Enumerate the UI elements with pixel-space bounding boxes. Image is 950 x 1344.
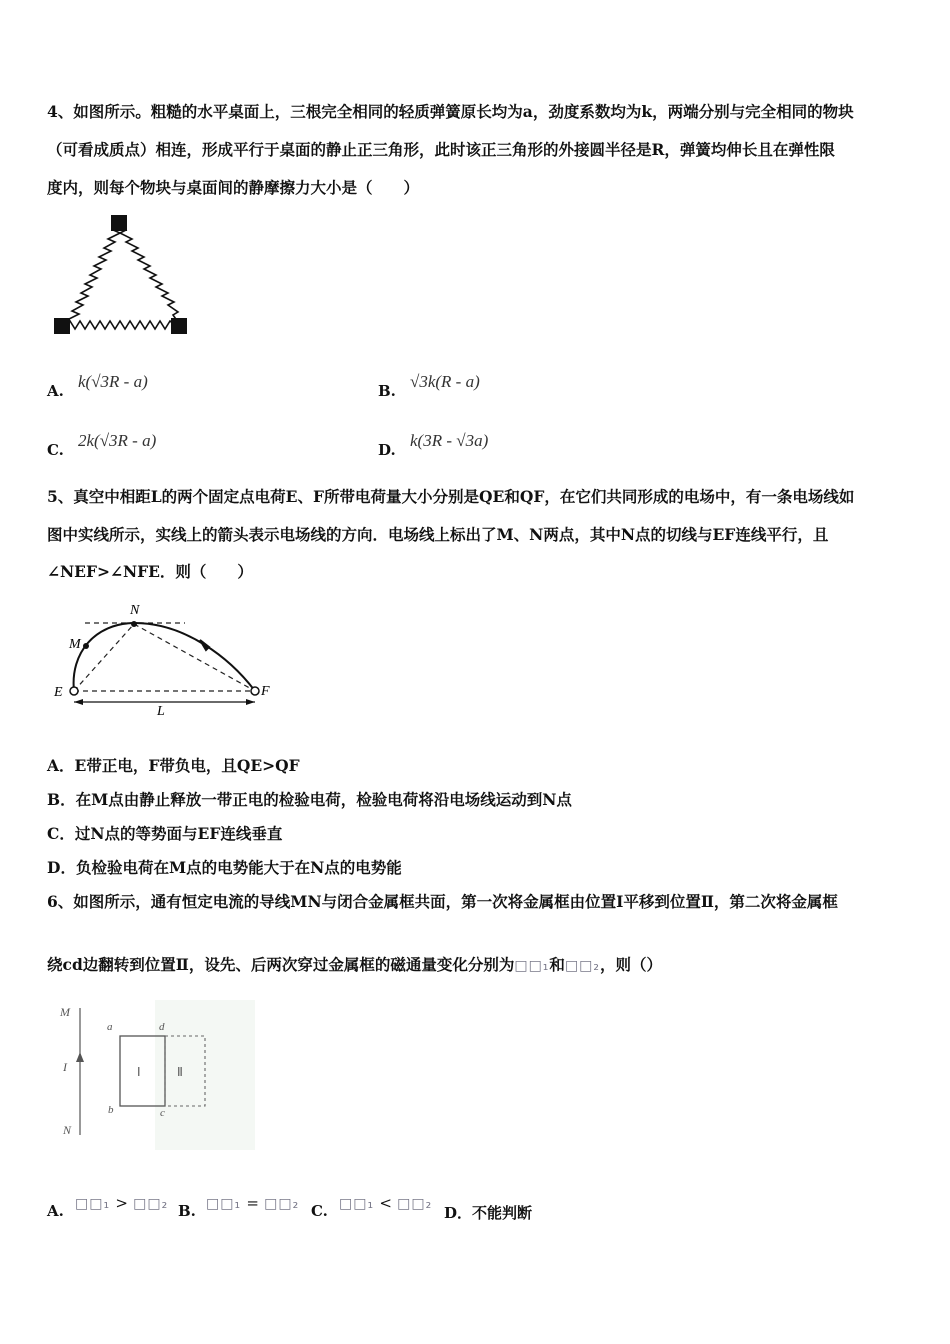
distance-arrow-left [74,699,83,705]
q4-option-c-expr[interactable]: 2k(√3R - a) [78,431,157,450]
q6-stem-text-b: 和 [549,955,565,974]
label-l: L [157,704,165,718]
label-position-2: Ⅱ [177,1065,183,1079]
label-m: M [60,1005,70,1019]
q6-stem-text-c: ，则（） [600,955,663,974]
q5-option-a[interactable]: A．E带正电，F带负电，且QE>QF [47,756,300,775]
label-position-1: Ⅰ [137,1065,141,1079]
flux-2-icon: □□₂ [264,1196,300,1212]
q4-option-d-label[interactable]: D. [378,441,396,459]
q6-stem-line-1: 6、如图所示，通有恒定电流的导线MN与闭合金属框共面，第一次将金属框由位置Ⅰ平移到位置Ⅱ，第二次将金属框 [47,892,838,911]
q6-stem-text-a: 绕cd边翻转到位置Ⅱ，设先、后两次穿过金属框的磁通量变化分别为 [47,955,515,974]
flux-2-icon: □□₂ [133,1196,169,1212]
q6-option-c-expr[interactable] [339,1194,432,1212]
q4-stem-line-2: （可看成质点）相连，形成平行于桌面的静止正三角形，此时该正三角形的外接圆半径是R，弹簧均伸长且在弹性限 [47,140,835,159]
q4-spring-triangle-figure [50,210,195,340]
point-n [131,621,137,627]
label-n: N [63,1123,72,1137]
distance-arrow-right [246,699,255,705]
q5-field-line-figure [50,598,280,718]
field-arrow [200,640,209,650]
label-b: b [108,1104,114,1116]
label-c: c [160,1107,165,1119]
flux-change-1-icon: □□₁ [514,958,550,974]
field-line [74,623,255,691]
label-n: N [130,603,140,618]
spring-left [62,224,120,324]
label-m: M [69,637,81,652]
flux-change-2-icon: □□₂ [564,958,601,974]
block-bottom-right [171,318,187,334]
q6-option-b-label[interactable]: B. [178,1202,196,1220]
q6-stem-line-2 [47,955,662,976]
q5-stem-line-3: ∠NEF>∠NFE．则（ ） [47,562,253,581]
q4-stem-line-3: 度内，则每个物块与桌面间的静摩擦力大小是（ ） [47,178,420,197]
charge-e [70,687,78,695]
q6-wire-frame-figure [55,1000,255,1150]
q5-option-c[interactable]: C．过N点的等势面与EF连线垂直 [47,824,283,843]
label-d: d [159,1021,165,1033]
point-m [83,643,89,649]
flux-2-icon: □□₂ [397,1196,433,1212]
label-i: I [63,1060,67,1074]
op-lt: < [379,1194,392,1212]
label-e: E [54,685,63,700]
op-gt: > [115,1194,128,1212]
q6-option-c-label[interactable]: C. [311,1202,328,1220]
q6-option-a-expr[interactable] [75,1194,168,1212]
q4-option-b-expr[interactable]: √3k(R - a) [410,372,480,391]
q4-option-c-label[interactable]: C. [47,441,64,459]
q5-option-b[interactable]: B．在M点由静止释放一带正电的检验电荷，检验电荷将沿电场线运动到N点 [47,790,572,809]
q5-option-d[interactable]: D．负检验电荷在M点的电势能大于在N点的电势能 [47,858,402,877]
spring-bottom [64,321,176,329]
flux-1-icon: □□₁ [339,1196,375,1212]
current-arrow [76,1052,84,1062]
q4-option-a-expr[interactable]: k(√3R - a) [78,372,148,391]
charge-f [251,687,259,695]
line-nf [134,624,255,691]
block-top [111,215,127,231]
q4-option-a-label[interactable]: A. [47,382,64,400]
q6-option-d[interactable]: D．不能判断 [444,1204,533,1222]
q6-option-b-expr[interactable] [206,1194,299,1212]
flux-1-icon: □□₁ [206,1196,242,1212]
q5-stem-line-1: 5、真空中相距L的两个固定点电荷E、F所带电荷量大小分别是QE和QF，在它们共同形成的电场中，有一条电场线如 [47,487,855,506]
spring-right [120,224,178,322]
op-eq: = [246,1194,259,1212]
label-a: a [107,1021,113,1033]
block-bottom-left [54,318,70,334]
q5-stem-line-2: 图中实线所示，实线上的箭头表示电场线的方向．电场线上标出了M、N两点，其中N点的切线与EF连线平行，且 [47,525,829,544]
label-f: F [261,684,270,699]
flux-1-icon: □□₁ [75,1196,111,1212]
line-ne [74,624,134,691]
q4-option-d-expr[interactable]: k(3R - √3a) [410,431,489,450]
q6-option-a-label[interactable]: A. [47,1202,64,1220]
q4-option-b-label[interactable]: B. [378,382,396,400]
q4-stem-line-1: 4、如图所示。粗糙的水平桌面上，三根完全相同的轻质弹簧原长均为a，劲度系数均为k，两端分别与完全相同的物块 [47,102,854,121]
